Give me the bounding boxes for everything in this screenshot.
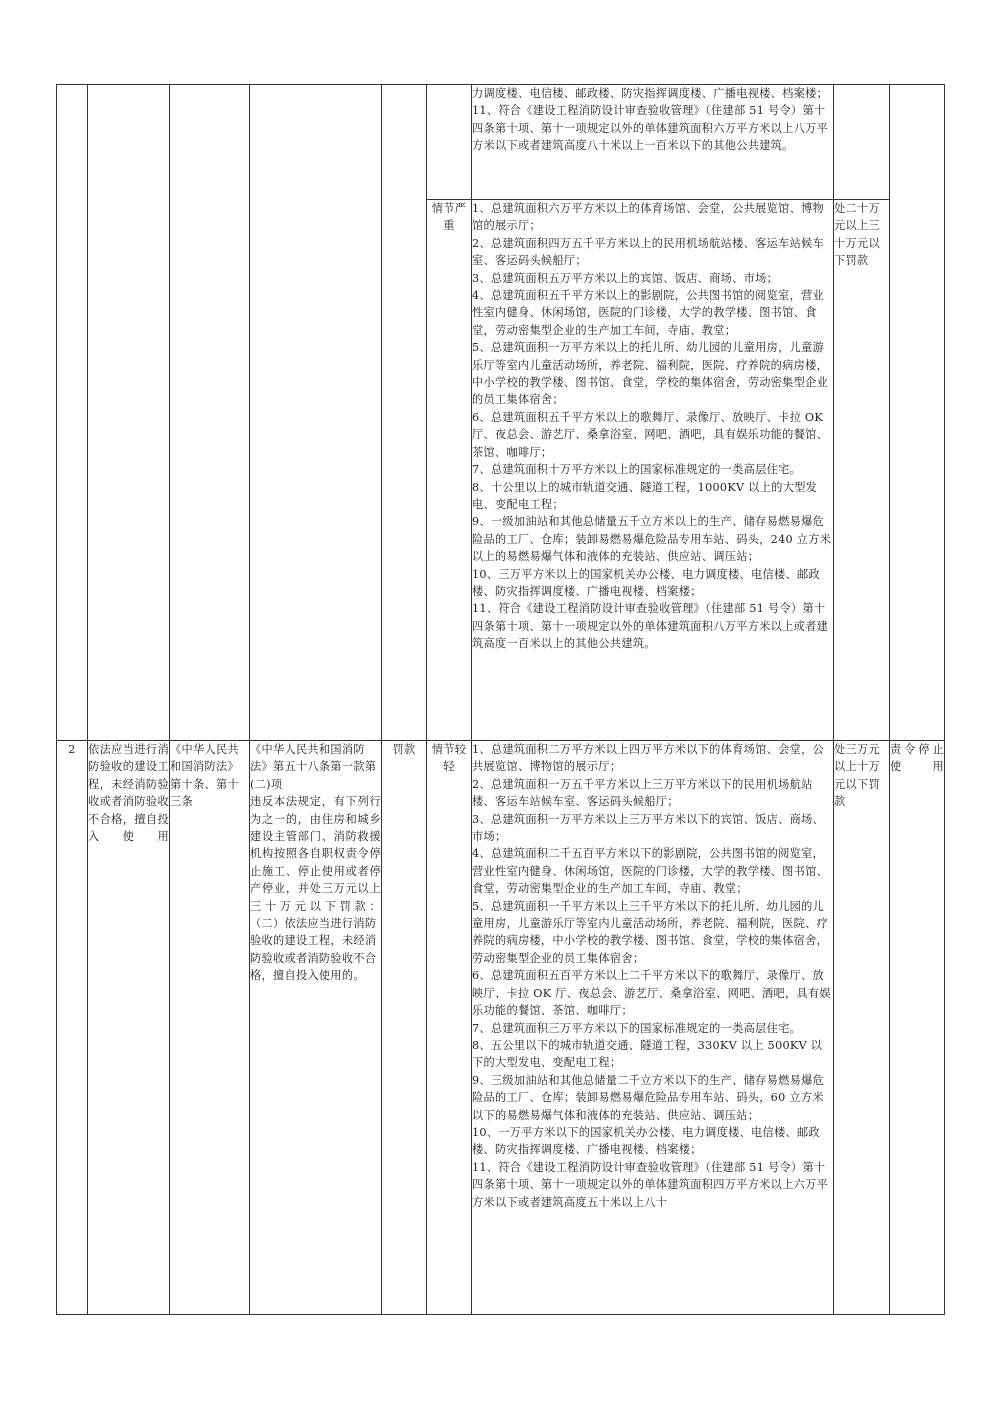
violation-basis: 《中华人民共和国消防法》第十条、第十三条	[170, 743, 239, 809]
penalty-cell	[834, 741, 890, 1315]
penalty-cell	[834, 200, 890, 741]
provision-line: 《中华人民共和国消防法》第五十八条第一款第(二)项	[250, 743, 377, 791]
other-cell	[890, 741, 945, 1315]
provision-line: 违反本法规定，有下列行为之一的，由住房和城乡建设主管部门、消防救援机构按照各自职权责令停止施工、停止使用或者停产停业，并处三万元以上三十万元以下罚款：	[250, 795, 381, 913]
table-row	[57, 741, 945, 1315]
detail-line: 4、总建筑面积五千平方米以上的影剧院，公共图书馆的阅览室，营业性室内健身、休闲场馆，医院的门诊楼，大学的教学楼、图书馆、食堂，劳动密集型企业的生产加工车间，寺庙、教堂；	[472, 289, 825, 337]
detail-line: 11、符合《建设工程消防设计审查验收管理》（住建部 51 号令）第十四条第十项、第十一项规定以外的单体建筑面积六万平方米以上八万平方米以下或者建筑高度八十米以上一百米以下的其他公共建筑。	[472, 104, 829, 153]
circumstance-cell	[427, 200, 472, 741]
detail-line: 3、总建筑面积五万平方米以上的宾馆、饭店、商场、市场；	[472, 271, 779, 285]
detail-line: 6、总建筑面积五千平方米以上的歌舞厅、录像厅、放映厅、卡拉 OK 厅、夜总会、游艺厅、桑拿浴室、网吧、酒吧，具有娱乐功能的餐馆、茶馆、咖啡厅；	[472, 410, 829, 459]
penalty-standards-table	[56, 84, 945, 1315]
type-cell	[382, 741, 427, 1315]
details-cell-continued	[472, 85, 834, 200]
behavior-cell-empty	[88, 85, 170, 741]
detail-line: 9、三级加油站和其他总储量二千立方米以下的生产、储存易燃易爆危险品的工厂、仓库；装卸易燃易爆危险品专用车站、码头，60 立方米以下的易燃易爆气体和液体的充装站、供应站、调压站；	[472, 1073, 825, 1122]
detail-line: 7、总建筑面积十万平方米以上的国家标准规定的一类高层住宅。	[472, 463, 802, 477]
circumstance-minor: 情节较轻	[431, 743, 467, 774]
detail-line: 11、符合《建设工程消防设计审查验收管理》（住建部 51 号令）第十四条第十项、第十一项规定以外的单体建筑面积四万平方米以上六万平方米以下或者建筑高度五十米以上八十	[472, 1160, 829, 1209]
detail-line: 1、总建筑面积二万平方米以上四万平方米以下的体育场馆、会堂，公共展览馆、博物馆的展示厅；	[472, 743, 825, 774]
circumstance-cell-empty	[427, 85, 472, 200]
row-number: 2	[68, 743, 76, 756]
detail-line: 力调度楼、电信楼、邮政楼、防灾指挥调度楼、广播电视楼、档案楼；	[472, 87, 829, 100]
other-cell-empty	[890, 85, 945, 741]
detail-line: 10、三万平方米以上的国家机关办公楼、电力调度楼、电信楼、邮政楼、防灾指挥调度楼、广播电视楼、档案楼；	[472, 567, 820, 598]
detail-line: 2、总建筑面积四万五千平方米以上的民用机场航站楼、客运车站候车室、客运码头候船厅；	[472, 236, 825, 268]
behavior-cell	[88, 741, 170, 1315]
penalty-minor: 处三万元以上十万元以下罚款	[834, 743, 880, 809]
details-cell-minor	[472, 741, 834, 1315]
illegal-behavior: 依法应当进行消防验收的建设工程，未经消防验收或者消防验收不合格，擅自投入使用	[88, 743, 169, 844]
detail-line: 6、总建筑面积五百平方米以上二千平方米以下的歌舞厅、录像厅、放映厅、卡拉 OK 厅、夜总会、游艺厅、桑拿浴室、网吧、酒吧，具有娱乐功能的餐馆、茶馆、咖啡厅；	[472, 969, 831, 1018]
detail-line: 4、总建筑面积二千五百平方米以下的影剧院，公共图书馆的阅览室，营业性室内健身、休闲场馆，医院的门诊楼，大学的教学楼、图书馆、食堂，劳动密集型企业的生产加工车间，寺庙、教堂；	[472, 847, 829, 896]
number-cell	[57, 741, 88, 1315]
detail-line: 7、总建筑面积三万平方米以下的国家标准规定的一类高层住宅。	[472, 1021, 802, 1035]
penalty-cell-empty	[834, 85, 890, 200]
circumstance-cell	[427, 741, 472, 1315]
number-cell-empty	[57, 85, 88, 741]
details-cell-severe	[472, 200, 834, 741]
basis-cell-empty	[170, 85, 250, 741]
detail-line: 8、十公里以上的城市轨道交通、隧道工程，1000KV 以上的大型发电、变配电工程；	[472, 480, 818, 511]
provision-line: （二）依法应当进行消防验收的建设工程，未经消防验收或者消防验收不合格，擅自投入使用的。	[250, 917, 377, 983]
basis-cell	[170, 741, 250, 1315]
circumstance-severe: 情节严重	[431, 202, 467, 233]
detail-line: 5、总建筑面积一千平方米以上三千平方米以下的托儿所、幼儿园的儿童用房，儿童游乐厅等室内儿童活动场所，养老院、福利院，医院、疗养院的病房楼，中小学校的教学楼、图书馆、食堂，学校的集体宿舍，劳动密集型企业的员工集体宿舍；	[472, 899, 829, 965]
detail-line: 5、总建筑面积一万平方米以上的托儿所、幼儿园的儿童用房，儿童游乐厅等室内儿童活动场所，养老院、福利院，医院、疗养院的病房楼，中小学校的教学楼、图书馆、食堂，学校的集体宿舍，劳动密集型企业的员工集体宿舍；	[472, 341, 829, 407]
detail-line: 2、总建筑面积一万五千平方米以上三万平方米以下的民用机场航站楼、客运车站候车室、客运码头候船厅；	[472, 777, 813, 809]
penalty-severe: 处二十万元以上三十万元以下罚款	[834, 202, 880, 268]
table-row	[57, 85, 945, 200]
detail-line: 11、符合《建设工程消防设计审查验收管理》（住建部 51 号令）第十四条第十项、第十一项规定以外的单体建筑面积八万平方米以上或者建筑高度一百米以上的其他公共建筑。	[472, 602, 829, 651]
detail-line: 9、一级加油站和其他总储量五千立方米以上的生产、储存易燃易爆危险品的工厂、仓库；装卸易燃易爆危险品专用车站、码头，240 立方米以上的易燃易爆气体和液体的充装站、供应站、调压站；	[472, 515, 832, 564]
detail-line: 1、总建筑面积六万平方米以上的体育场馆、会堂，公共展览馆、博物馆的展示厅；	[472, 202, 825, 233]
provision-cell	[250, 741, 382, 1315]
type-cell-empty	[382, 85, 427, 741]
penalty-type: 罚款	[392, 743, 416, 756]
detail-line: 10、一万平方米以下的国家机关办公楼、电力调度楼、电信楼、邮政楼、防灾指挥调度楼、广播电视楼、档案楼；	[472, 1125, 820, 1157]
detail-line: 3、总建筑面积一万平方米以上三万平方米以下的宾馆、饭店、商场、市场；	[472, 812, 825, 844]
detail-line: 8、五公里以下的城市轨道交通、隧道工程，330KV 以上 500KV 以下的大型发电、变配电工程；	[472, 1038, 823, 1070]
provision-cell-empty	[250, 85, 382, 741]
other-measure: 责令停止使用	[890, 743, 944, 774]
